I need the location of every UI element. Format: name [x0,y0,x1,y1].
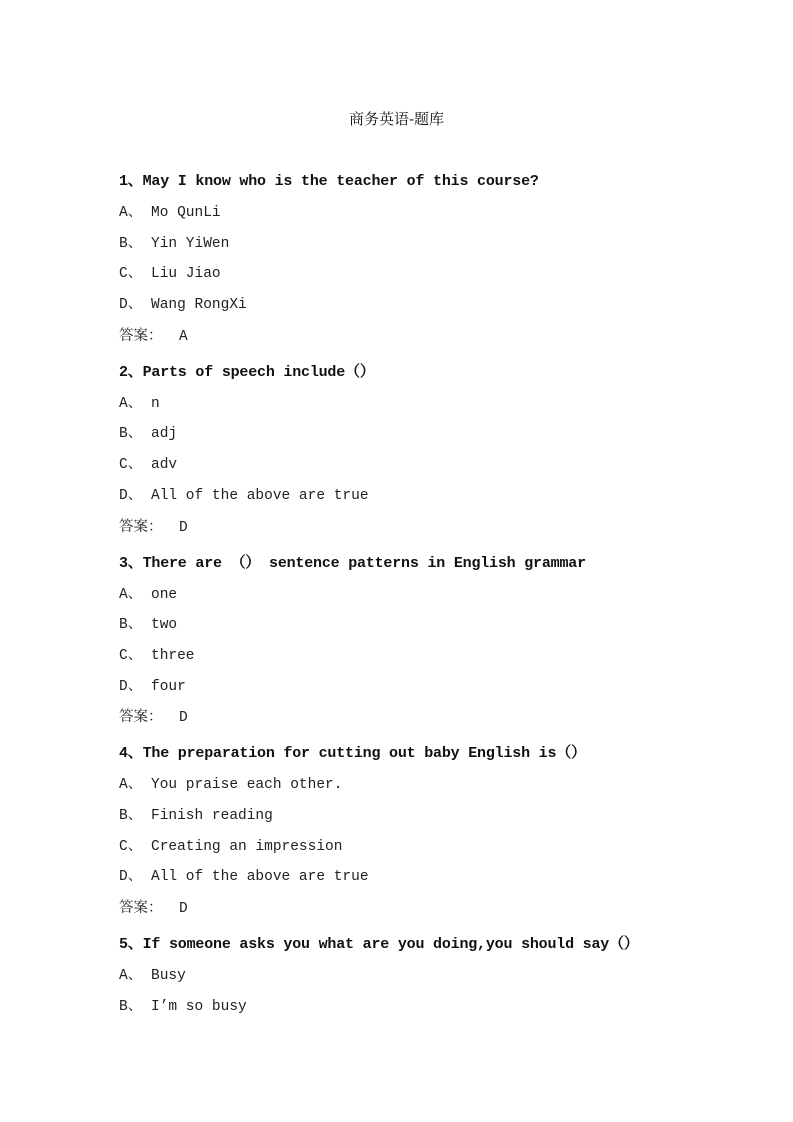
option-a [119,202,759,224]
option-text: You praise each other. [151,777,343,794]
option-letter: C、 [119,266,143,283]
question-title: 5、If someone asks you what are you doing,you should say（） [119,936,639,953]
option-letter: B、 [119,617,143,634]
question-5 [119,934,759,1018]
question-2 [119,362,759,538]
option-letter: C、 [119,838,143,855]
option-letter: D、 [119,678,143,695]
option-text: Finish reading [151,807,273,824]
option-c [119,836,759,858]
option-c [119,645,759,667]
option-letter: A、 [119,395,143,412]
option-d [119,485,759,507]
option-a [119,774,759,796]
option-text: I’m so busy [151,998,247,1015]
option-text: one [151,586,178,603]
option-letter: D、 [119,297,143,314]
question-title: 3、There are （） sentence patterns in English grammar [119,554,586,572]
option-b [119,233,759,255]
question-title: 4、The preparation for cutting out baby English is（） [119,745,586,763]
answer-line [119,325,759,347]
option-letter: D、 [119,487,143,504]
option-letter: A、 [119,205,143,221]
option-text: Mo QunLi [151,205,221,221]
answer-value: D [179,901,188,917]
question-list [119,171,759,1026]
option-c [119,454,759,476]
answer-value: D [179,710,188,727]
document-title: 商务英语-题库 [348,110,445,128]
option-text: Wang RongXi [151,297,247,314]
answer-label: 答案： [119,518,163,535]
answer-line [119,897,759,919]
option-d [119,676,759,698]
option-text: Busy [151,968,186,984]
option-text: n [151,395,160,412]
answer-value: D [179,519,188,536]
option-letter: B、 [119,235,143,252]
option-letter: B、 [119,998,143,1015]
option-a [119,393,759,415]
answer-line [119,516,759,538]
option-letter: D、 [119,869,143,886]
option-d [119,866,759,888]
answer-label: 答案： [119,709,163,726]
question-title: 2、Parts of speech include（） [119,363,375,381]
answer-value: A [179,328,188,345]
option-letter: B、 [119,807,143,824]
option-b [119,805,759,827]
option-text: All of the above are true [151,487,369,504]
option-text: Liu Jiao [151,266,221,283]
question-4 [119,743,759,919]
option-c [119,263,759,285]
option-text: two [151,617,178,634]
answer-label: 答案： [119,900,163,916]
option-text: adj [151,426,178,443]
option-letter: C、 [119,647,143,664]
option-b [119,614,759,636]
option-letter: A、 [119,777,143,794]
option-a [119,965,759,987]
option-b [119,423,759,445]
option-text: All of the above are true [151,869,369,886]
option-b [119,996,759,1018]
option-text: Creating an impression [151,838,343,855]
option-letter: A、 [119,586,143,603]
option-letter: A、 [119,968,143,984]
option-text: Yin YiWen [151,235,230,252]
option-a [119,584,759,606]
option-d [119,294,759,316]
option-letter: B、 [119,426,143,443]
question-1 [119,171,759,347]
option-text: three [151,647,195,664]
option-text: four [151,678,186,695]
option-text: adv [151,457,178,474]
answer-label: 答案： [119,327,163,344]
answer-line [119,706,759,728]
question-3 [119,553,759,729]
question-title: 1、May I know who is the teacher of this course? [119,173,539,190]
option-letter: C、 [119,457,143,474]
